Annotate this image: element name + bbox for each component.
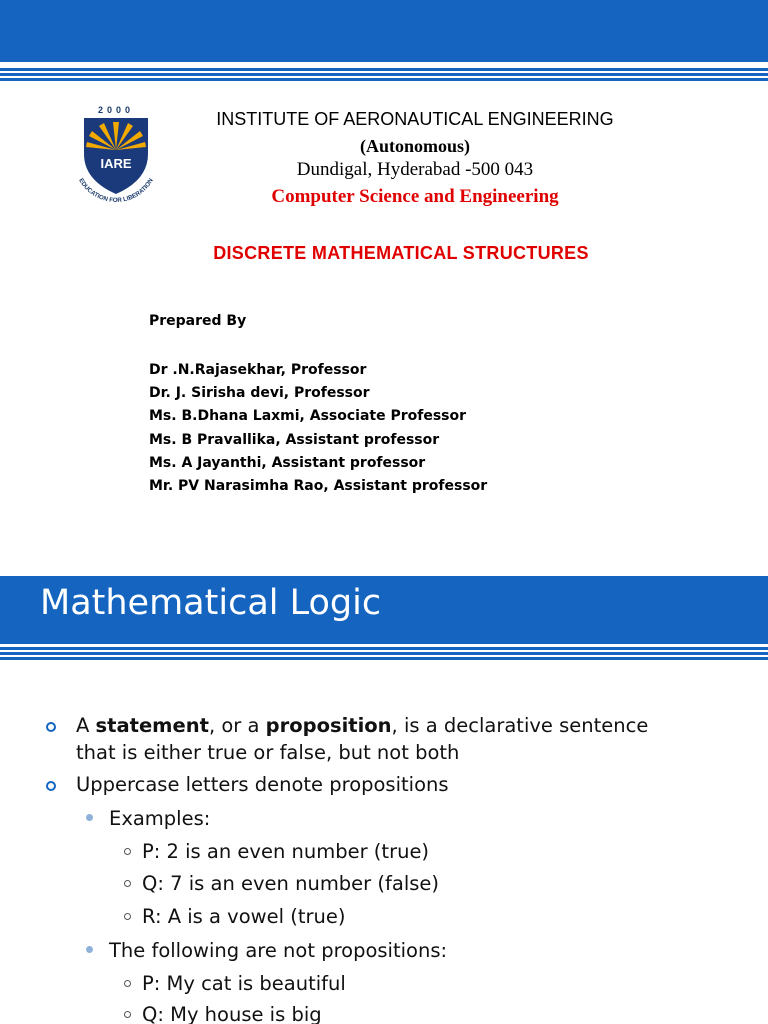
slide-title: Mathematical Logic (40, 583, 382, 623)
header-stripes (0, 68, 768, 83)
dot-bullet-icon (86, 814, 93, 821)
author-item: Mr. PV Narasimha Rao, Assistant professor (149, 478, 488, 495)
prepared-by-label: Prepared By (149, 313, 247, 329)
department-name: Computer Science and Engineering (271, 186, 559, 207)
sub-bullet-text: The following are not propositions: (109, 939, 448, 962)
author-list (149, 359, 487, 498)
circle-bullet-icon (46, 722, 56, 732)
bullet-text: that is either true or false, but not both (76, 741, 460, 764)
autonomous-label: (Autonomous) (359, 136, 470, 156)
bullet-text: Uppercase letters denote propositions (76, 773, 449, 796)
author-item: Ms. A Jayanthi, Assistant professor (149, 454, 426, 471)
sub-bullet-text: Examples: (109, 807, 211, 830)
title-stripes (0, 647, 768, 662)
ring-bullet-icon (124, 880, 131, 887)
ring-bullet-icon (124, 980, 131, 987)
top-blue-bar (0, 0, 768, 62)
ring-bullet-icon (124, 913, 131, 920)
author-item: Ms. B Pravallika, Assistant professor (149, 431, 440, 448)
logo-acronym: IARE (100, 156, 132, 171)
author-item: Dr .N.Rajasekhar, Professor (149, 362, 367, 378)
ring-bullet-icon (124, 1011, 131, 1018)
institute-name: INSTITUTE OF AERONAUTICAL ENGINEERING (216, 109, 614, 129)
circle-bullet-icon (46, 781, 56, 791)
bullet-text: A statement, or a proposition, is a declarative sentence (76, 714, 649, 737)
content-slide: Mathematical Logic A statement, or a proposition, is a declarative sentence that is either true or false, but not both Uppercase letters denote propositions Examples: P: 2 is an even number (true) Q: 7 is an even number (false) R: A is a vowel (true) The following are not propositions: P: My cat is beautiful Q: My house is big (0, 548, 768, 1024)
logo-year: 2000 (97, 105, 135, 115)
term-statement: statement (95, 714, 209, 737)
term-proposition: proposition (265, 714, 392, 737)
logo-motto: EDUCATION FOR LIBERATION (77, 177, 155, 205)
author-item: Ms. B.Dhana Laxmi, Associate Professor (149, 408, 467, 425)
institute-address: Dundigal, Hyderabad -500 043 (296, 159, 534, 180)
course-title: DISCRETE MATHEMATICAL STRUCTURES (213, 243, 589, 263)
dot-bullet-icon (86, 946, 93, 953)
author-item: Dr. J. Sirisha devi, Professor (149, 385, 370, 402)
ring-bullet-icon (124, 848, 131, 855)
